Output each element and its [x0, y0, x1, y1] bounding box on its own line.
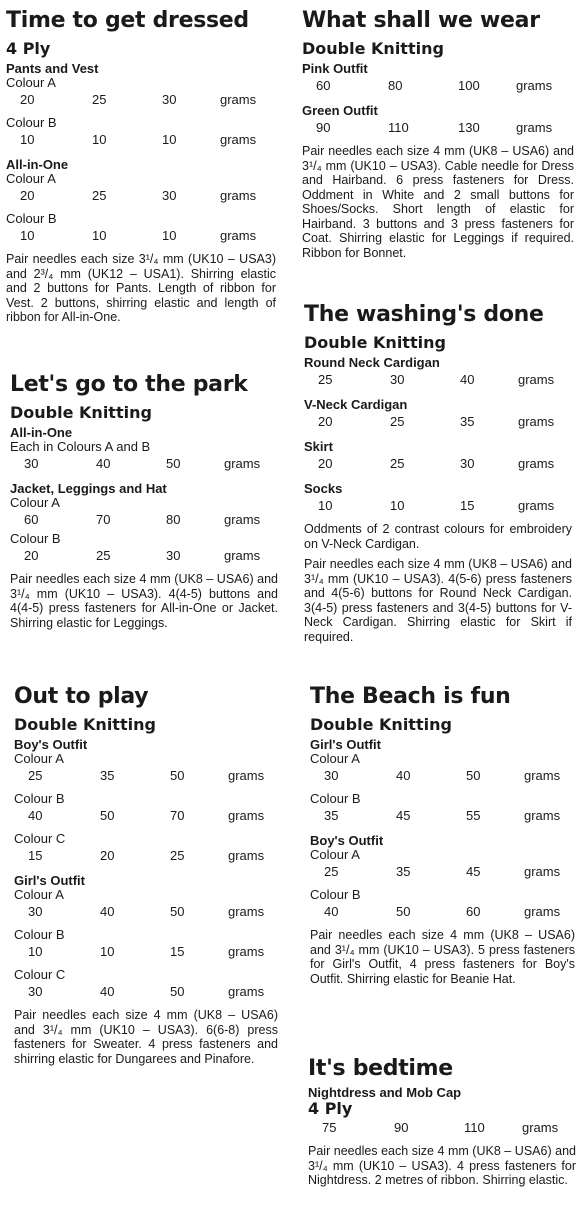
yarn-amount: 25	[170, 848, 185, 863]
yarn-amount: 60	[466, 904, 481, 919]
materials-note: Pair needles each size 4 mm (UK8 – USA6) and 3¹/₄ mm (UK10 – USA3). 4 press fasteners for Nightdress. 2 metres of ribbon. Shirring elastic.	[308, 1144, 576, 1187]
garment-heading: Nightdress and Mob Cap	[308, 1085, 462, 1100]
yarn-amount: 80	[388, 78, 403, 93]
unit-label: grams	[224, 512, 261, 527]
garment-heading: Round Neck Cardigan	[304, 355, 440, 370]
materials-notes	[10, 572, 278, 630]
section-title: What shall we wear	[302, 8, 540, 33]
section-title: Out to play	[14, 684, 149, 709]
garment-heading: Jacket, Leggings and Hat	[10, 481, 167, 496]
unit-label: grams	[228, 984, 265, 999]
garment-heading: Green Outfit	[302, 103, 378, 118]
garment-heading: Socks	[304, 481, 343, 496]
yarn-amount: 75	[322, 1120, 337, 1135]
yarn-amount: 20	[100, 848, 115, 863]
yarn-amount: 10	[162, 132, 177, 147]
yarn-amount: 50	[466, 768, 481, 783]
yarn-amount: 25	[96, 548, 111, 563]
materials-note: Pair needles each size 4 mm (UK8 – USA6) and 3¹/₄ mm (UK10 – USA3). 4(4-5) buttons and 4(4-5) press fasteners for All-in-One or Jacket. Shirring elastic for Leggings.	[10, 572, 278, 630]
unit-label: grams	[522, 1120, 559, 1135]
yarn-amount: 30	[162, 188, 177, 203]
yarn-weight: 4 Ply	[6, 39, 51, 58]
yarn-amount: 50	[170, 984, 185, 999]
section-out-to-play	[14, 684, 278, 1072]
unit-label: grams	[516, 78, 553, 93]
materials-note: Pair needles each size 4 mm (UK8 – USA6) and 3¹/₄ mm (UK10 – USA3). Cable needle for Dress and Hairband. 6 press fasteners for Dress. Oddment in White and 2 small buttons for Shoes/Socks. Short length of elastic for Hairband. 3 buttons and 3 press fasteners for Coat. Shirring elastic for Leggings if required. Ribbon for Bonnet.	[302, 144, 574, 260]
unit-label: grams	[228, 808, 265, 823]
yarn-amount-row	[304, 496, 572, 514]
garment-heading: Boy's Outfit	[310, 833, 384, 848]
yarn-amount: 55	[466, 808, 481, 823]
colour-label: Colour A	[310, 847, 360, 862]
yarn-amount: 130	[458, 120, 480, 135]
unit-label: grams	[518, 372, 555, 387]
yarn-amount: 100	[458, 78, 480, 93]
materials-notes	[308, 1144, 576, 1188]
yarn-amount: 20	[24, 548, 39, 563]
materials-notes	[310, 928, 575, 986]
colour-label: Colour A	[10, 495, 60, 510]
materials-notes	[6, 252, 276, 325]
unit-label: grams	[220, 188, 257, 203]
yarn-amount: 40	[96, 456, 111, 471]
materials-note: Pair needles each size 4 mm (UK8 – USA6) and 3¹/₄ mm (UK10 – USA3). 5 press fasteners for Girl's Outfit, 4 press fasteners for Boy's Outfit. Shirring elastic for Beanie Hat.	[310, 928, 575, 986]
yarn-amount: 25	[390, 456, 405, 471]
unit-label: grams	[224, 548, 261, 563]
yarn-amount: 40	[100, 904, 115, 919]
yarn-amount: 45	[396, 808, 411, 823]
yarn-amount-row	[310, 902, 575, 920]
yarn-amount: 30	[24, 456, 39, 471]
section-title: Time to get dressed	[6, 8, 249, 33]
yarn-amount: 10	[20, 228, 35, 243]
yarn-weight: Double Knitting	[302, 39, 444, 58]
yarn-amount: 20	[20, 188, 35, 203]
unit-label: grams	[518, 498, 555, 513]
yarn-amount-row	[14, 846, 278, 864]
yarn-amount: 15	[460, 498, 475, 513]
colour-label: Colour B	[310, 887, 361, 902]
yarn-weight: Double Knitting	[14, 715, 156, 734]
yarn-amount-row	[310, 806, 575, 824]
materials-note: Pair needles each size 3¹/₄ mm (UK10 – USA3) and 2³/₄ mm (UK12 – USA1). Shirring elastic and 2 buttons for Pants. Length of ribbon for Vest. 2 buttons, shirring elastic and length of ribbon for All-in-One.	[6, 252, 276, 324]
colour-label: Colour B	[6, 115, 57, 130]
yarn-amount: 30	[390, 372, 405, 387]
colour-label: Colour C	[14, 831, 66, 846]
colour-label: Colour A	[6, 75, 56, 90]
yarn-amount: 40	[100, 984, 115, 999]
yarn-amount-row	[304, 454, 572, 472]
section-its-bedtime	[308, 1056, 576, 1194]
unit-label: grams	[524, 768, 561, 783]
colour-label: Colour A	[310, 751, 360, 766]
yarn-amount-row	[310, 862, 575, 880]
materials-notes	[14, 1008, 278, 1066]
yarn-amount-row	[6, 130, 276, 148]
garment-heading: Girl's Outfit	[14, 873, 85, 888]
yarn-amount: 40	[460, 372, 475, 387]
garment-heading: All-in-One	[6, 157, 69, 172]
yarn-amount: 15	[28, 848, 43, 863]
materials-note: Pair needles each size 4 mm (UK8 – USA6) and 3¹/₄ mm (UK10 – USA3). 4(5-6) press fasteners and 4(5-6) buttons for Round Neck Cardigan. 3(4-5) press fasteners and 3(4-5) buttons for V-Neck Cardigan. Shirring elastic for Skirt if required.	[304, 557, 572, 644]
unit-label: grams	[524, 864, 561, 879]
yarn-amount: 50	[170, 904, 185, 919]
section-time-to-get-dressed	[6, 8, 276, 331]
yarn-amount: 50	[170, 768, 185, 783]
yarn-amount: 10	[92, 132, 107, 147]
garment-heading: Pink Outfit	[302, 61, 368, 76]
colour-label: Colour B	[14, 791, 65, 806]
yarn-amount: 35	[100, 768, 115, 783]
colour-label: Colour B	[310, 791, 361, 806]
yarn-amount: 25	[318, 372, 333, 387]
yarn-amount: 45	[466, 864, 481, 879]
yarn-amount: 90	[394, 1120, 409, 1135]
yarn-amount-row	[310, 766, 575, 784]
yarn-amount: 20	[20, 92, 35, 107]
garment-heading: Boy's Outfit	[14, 737, 88, 752]
yarn-amount: 10	[100, 944, 115, 959]
unit-label: grams	[228, 904, 265, 919]
unit-label: grams	[518, 414, 555, 429]
yarn-amount: 70	[96, 512, 111, 527]
yarn-amount: 70	[170, 808, 185, 823]
garment-heading: Skirt	[304, 439, 333, 454]
unit-label: grams	[224, 456, 261, 471]
section-title: Let's go to the park	[10, 372, 248, 397]
yarn-amount: 10	[28, 944, 43, 959]
colour-label: Colour B	[14, 927, 65, 942]
materials-notes	[304, 522, 572, 644]
yarn-amount-row	[14, 982, 278, 1000]
unit-label: grams	[220, 228, 257, 243]
yarn-amount-row	[14, 942, 278, 960]
yarn-amount: 25	[92, 188, 107, 203]
yarn-amount: 10	[318, 498, 333, 513]
unit-label: grams	[524, 808, 561, 823]
section-what-shall-we-wear	[302, 8, 574, 266]
yarn-weight: 4 Ply	[308, 1099, 353, 1118]
yarn-amount-row	[14, 806, 278, 824]
section-lets-go-to-the-park	[10, 372, 278, 636]
yarn-amount: 60	[316, 78, 331, 93]
section-title: The washing's done	[304, 302, 544, 327]
yarn-amount: 110	[388, 120, 409, 135]
materials-notes	[302, 144, 574, 260]
yarn-amount: 30	[166, 548, 181, 563]
yarn-amount-row	[304, 370, 572, 388]
yarn-amount: 10	[390, 498, 405, 513]
yarn-amount: 30	[28, 904, 43, 919]
unit-label: grams	[220, 92, 257, 107]
yarn-amount: 40	[324, 904, 339, 919]
section-the-beach-is-fun	[310, 684, 575, 992]
yarn-amount: 25	[28, 768, 43, 783]
yarn-amount: 50	[396, 904, 411, 919]
yarn-weight: Double Knitting	[10, 403, 152, 422]
yarn-weight: Double Knitting	[310, 715, 452, 734]
materials-note: Oddments of 2 contrast colours for embroidery on V-Neck Cardigan.	[304, 522, 572, 551]
yarn-weight: Double Knitting	[304, 333, 446, 352]
yarn-amount: 10	[92, 228, 107, 243]
unit-label: grams	[220, 132, 257, 147]
yarn-amount: 35	[324, 808, 339, 823]
garment-heading: Pants and Vest	[6, 61, 99, 76]
yarn-amount: 80	[166, 512, 181, 527]
yarn-amount: 30	[28, 984, 43, 999]
colour-label: Each in Colours A and B	[10, 439, 151, 454]
yarn-amount-row	[10, 546, 278, 564]
yarn-amount-row	[302, 76, 574, 94]
yarn-amount: 60	[24, 512, 39, 527]
colour-label: Colour A	[6, 171, 56, 186]
colour-label: Colour B	[6, 211, 57, 226]
colour-label: Colour B	[10, 531, 61, 546]
yarn-amount-row	[10, 454, 278, 472]
yarn-amount: 40	[28, 808, 43, 823]
section-title: The Beach is fun	[310, 684, 511, 709]
colour-label: Colour A	[14, 751, 64, 766]
yarn-amount-row	[10, 510, 278, 528]
section-the-washings-done	[304, 302, 572, 650]
yarn-amount: 90	[316, 120, 331, 135]
yarn-amount: 30	[324, 768, 339, 783]
yarn-amount: 20	[318, 414, 333, 429]
yarn-amount-row	[308, 1118, 576, 1136]
unit-label: grams	[518, 456, 555, 471]
yarn-amount: 50	[100, 808, 115, 823]
yarn-amount: 35	[460, 414, 475, 429]
garment-heading: All-in-One	[10, 425, 73, 440]
garment-heading: Girl's Outfit	[310, 737, 381, 752]
unit-label: grams	[228, 944, 265, 959]
yarn-amount-row	[6, 186, 276, 204]
section-title: It's bedtime	[308, 1056, 453, 1081]
unit-label: grams	[524, 904, 561, 919]
yarn-amount-row	[14, 766, 278, 784]
yarn-amount-row	[302, 118, 574, 136]
yarn-amount: 40	[396, 768, 411, 783]
yarn-amount: 25	[92, 92, 107, 107]
yarn-amount: 25	[390, 414, 405, 429]
yarn-amount: 10	[162, 228, 177, 243]
colour-label: Colour A	[14, 887, 64, 902]
yarn-amount: 35	[396, 864, 411, 879]
unit-label: grams	[228, 768, 265, 783]
colour-label: Colour C	[14, 967, 66, 982]
yarn-amount-row	[6, 226, 276, 244]
garment-heading: V-Neck Cardigan	[304, 397, 408, 412]
yarn-amount-row	[304, 412, 572, 430]
yarn-amount: 50	[166, 456, 181, 471]
materials-note: Pair needles each size 4 mm (UK8 – USA6) and 3¹/₄ mm (UK10 – USA3). 6(6-8) press fasteners for Sweater. 4 press fasteners and shirring elastic for Dungarees and Pinafore.	[14, 1008, 278, 1066]
yarn-amount: 110	[464, 1120, 485, 1135]
unit-label: grams	[228, 848, 265, 863]
yarn-amount: 25	[324, 864, 339, 879]
yarn-amount: 20	[318, 456, 333, 471]
yarn-amount-row	[6, 90, 276, 108]
yarn-amount-row	[14, 902, 278, 920]
yarn-amount: 30	[162, 92, 177, 107]
yarn-amount: 15	[170, 944, 185, 959]
unit-label: grams	[516, 120, 553, 135]
yarn-amount: 10	[20, 132, 35, 147]
yarn-amount: 30	[460, 456, 475, 471]
